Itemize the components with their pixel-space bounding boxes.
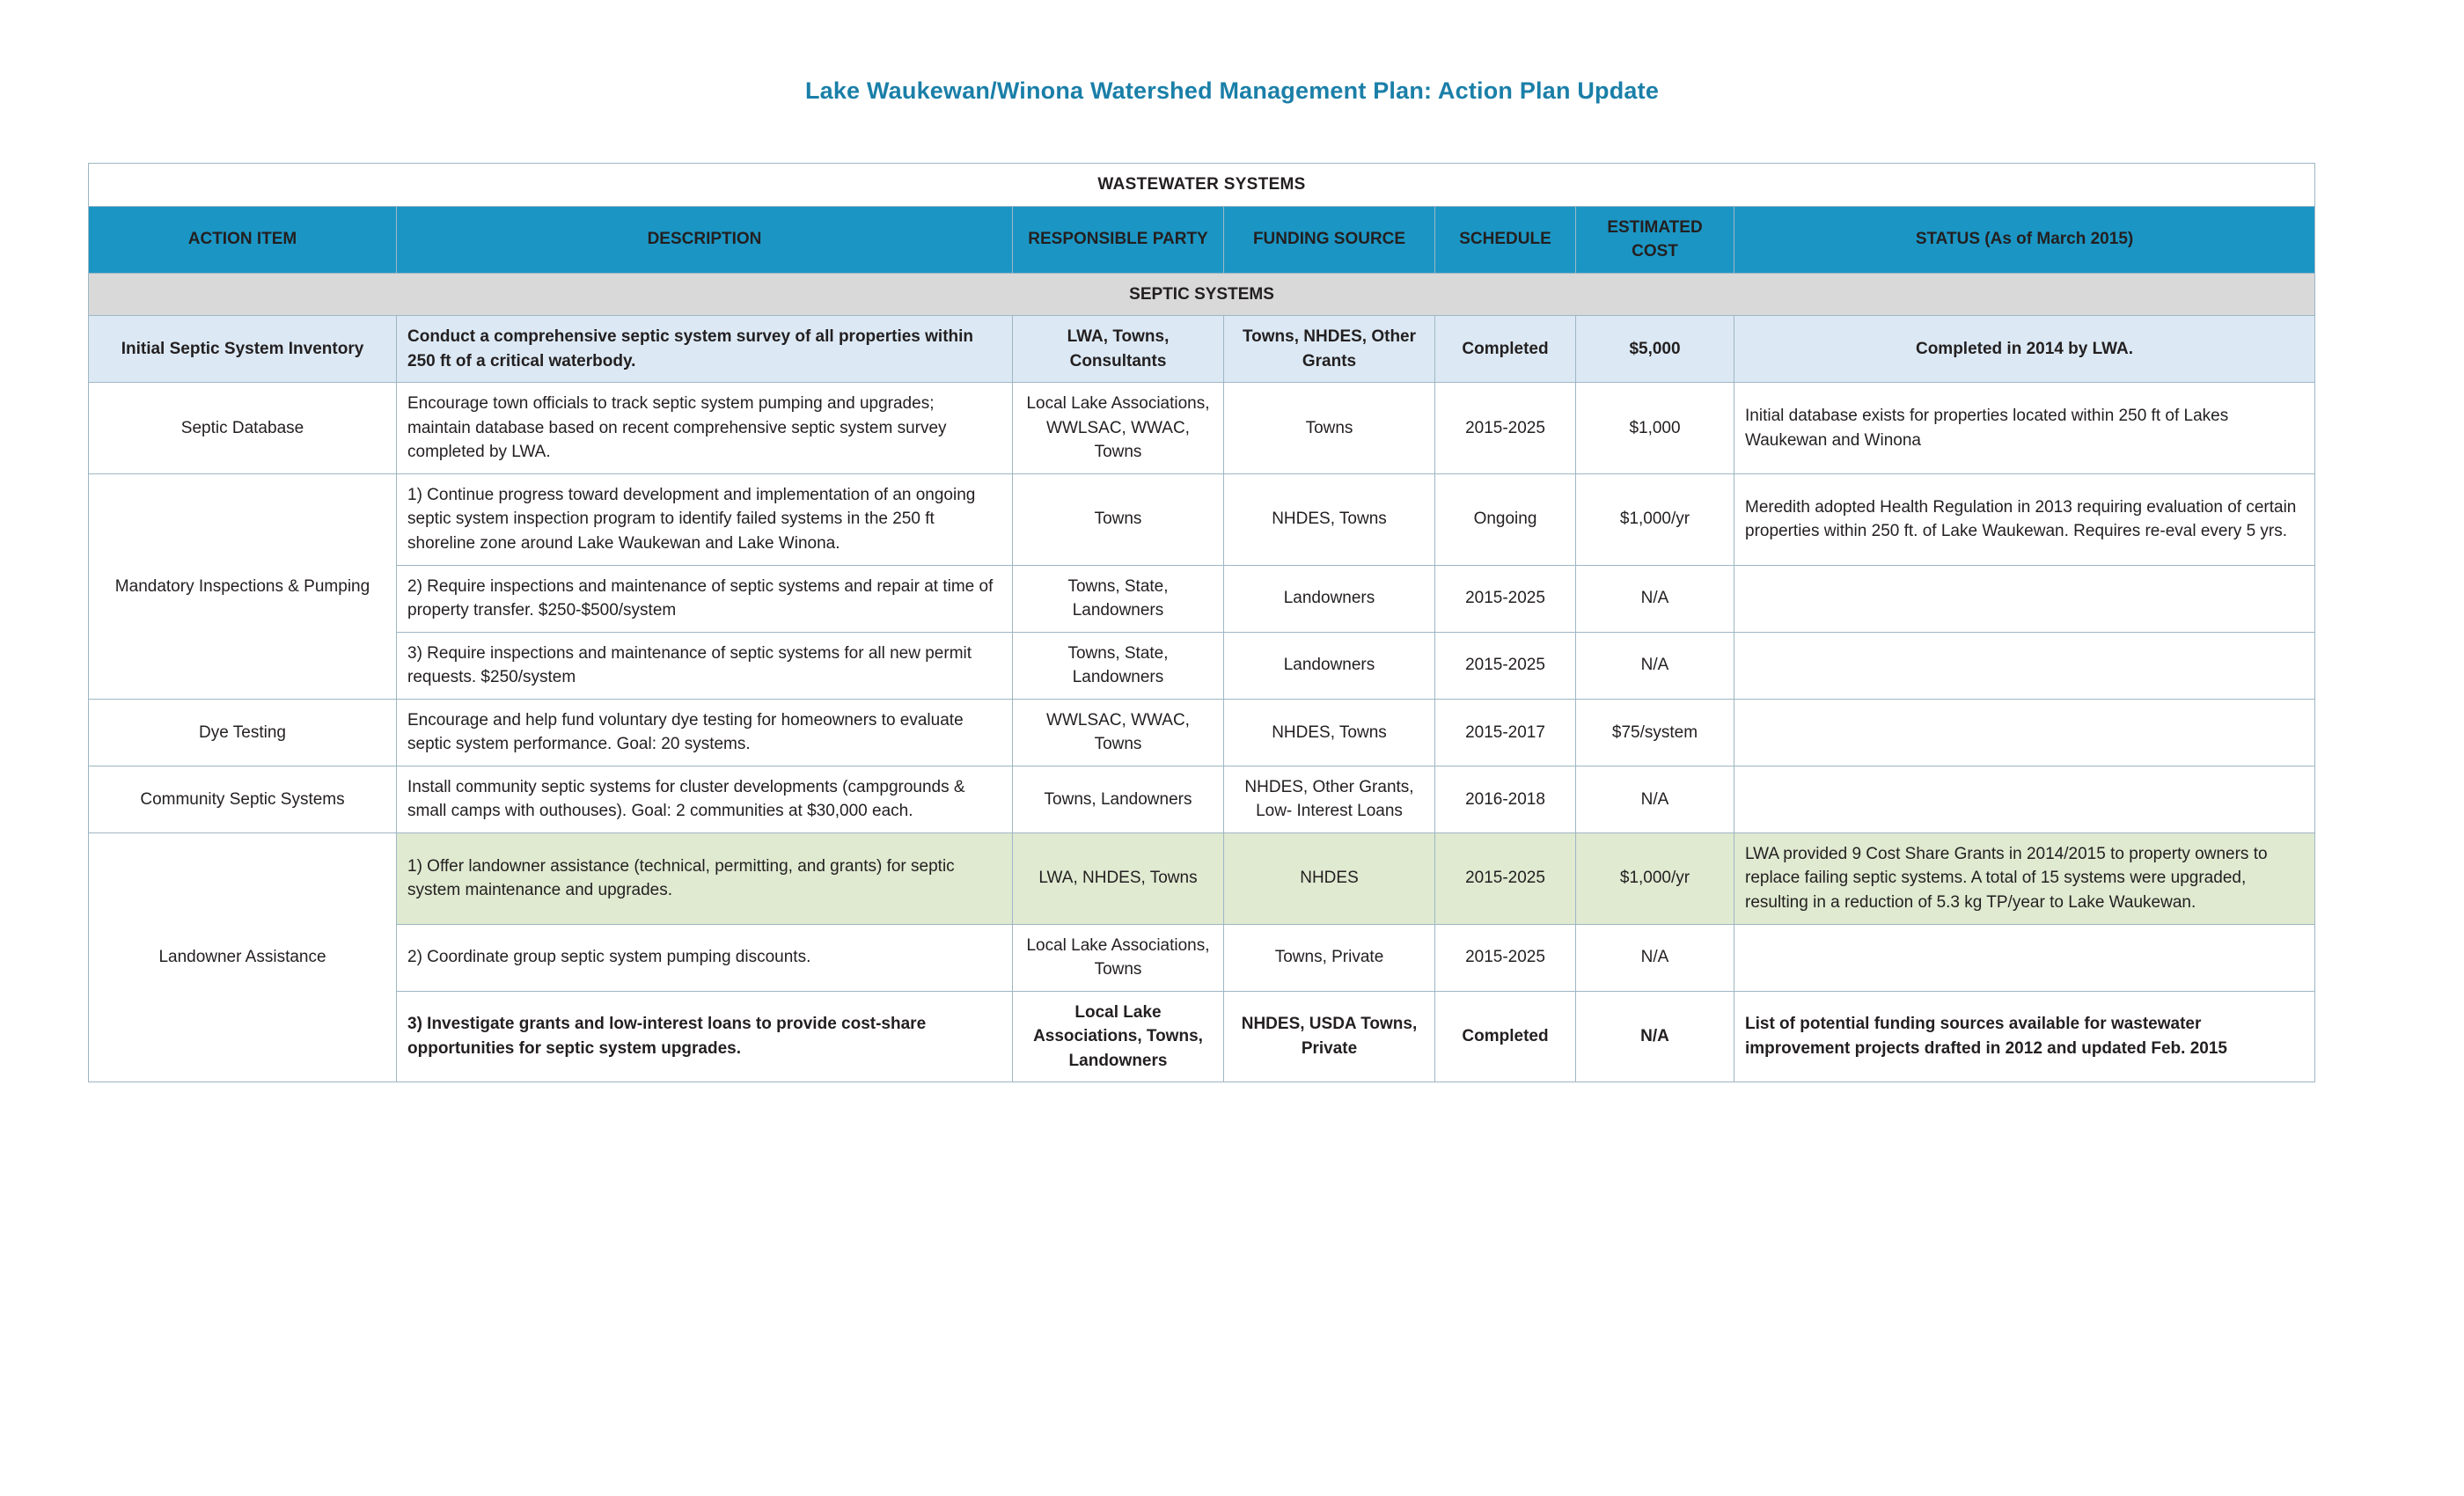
column-header-description: DESCRIPTION bbox=[397, 206, 1013, 273]
cell-estimated-cost: N/A bbox=[1576, 766, 1734, 832]
table-row bbox=[89, 832, 2315, 924]
cell-description: 1) Offer landowner assistance (technical, permitting, and grants) for septic system maintenance and upgrades. bbox=[397, 832, 1013, 924]
cell-responsible-party: LWA, Towns, Consultants bbox=[1013, 316, 1224, 383]
table-row bbox=[89, 991, 2315, 1082]
cell-action-item: Initial Septic System Inventory bbox=[89, 316, 397, 383]
cell-schedule: Ongoing bbox=[1435, 473, 1576, 565]
cell-schedule: 2016-2018 bbox=[1435, 766, 1576, 832]
table-header-row bbox=[89, 206, 2315, 273]
table-row bbox=[89, 473, 2315, 565]
column-header-schedule: SCHEDULE bbox=[1435, 206, 1576, 273]
cell-status: Meredith adopted Health Regulation in 2013 requiring evaluation of certain properties within 250 ft. of Lake Waukewan. Requires re-eval every 5 yrs. bbox=[1734, 473, 2315, 565]
cell-funding-source: NHDES, Towns bbox=[1224, 473, 1435, 565]
cell-description: 1) Continue progress toward development and implementation of an ongoing septic system inspection program to identify failed systems in the 250 ft shoreline zone around Lake Waukewan and Lake Winona. bbox=[397, 473, 1013, 565]
cell-status bbox=[1734, 924, 2315, 991]
page-title: Lake Waukewan/Winona Watershed Management Plan: Action Plan Update bbox=[804, 77, 1660, 104]
cell-action-item: Landowner Assistance bbox=[89, 832, 397, 1082]
table-row bbox=[89, 699, 2315, 766]
cell-funding-source: NHDES, Other Grants, Low- Interest Loans bbox=[1224, 766, 1435, 832]
cell-estimated-cost: $1,000/yr bbox=[1576, 473, 1734, 565]
table-row bbox=[89, 316, 2315, 383]
cell-funding-source: Landowners bbox=[1224, 632, 1435, 699]
cell-responsible-party: Local Lake Associations, Towns, Landowners bbox=[1013, 991, 1224, 1082]
cell-estimated-cost: $1,000 bbox=[1576, 383, 1734, 474]
column-header-action-item: ACTION ITEM bbox=[89, 206, 397, 273]
table-row bbox=[89, 632, 2315, 699]
cell-description: Install community septic systems for cluster developments (campgrounds & small camps with outhouses). Goal: 2 communities at $30,000 each. bbox=[397, 766, 1013, 832]
cell-estimated-cost: $75/system bbox=[1576, 699, 1734, 766]
cell-funding-source: NHDES bbox=[1224, 832, 1435, 924]
cell-action-item: Community Septic Systems bbox=[89, 766, 397, 832]
action-plan-table bbox=[88, 163, 2315, 1082]
cell-schedule: 2015-2025 bbox=[1435, 832, 1576, 924]
cell-responsible-party: LWA, NHDES, Towns bbox=[1013, 832, 1224, 924]
cell-description: 3) Investigate grants and low-interest loans to provide cost-share opportunities for septic system upgrades. bbox=[397, 991, 1013, 1082]
cell-schedule: 2015-2025 bbox=[1435, 632, 1576, 699]
cell-funding-source: Towns, Private bbox=[1224, 924, 1435, 991]
cell-estimated-cost: N/A bbox=[1576, 632, 1734, 699]
cell-schedule: Completed bbox=[1435, 316, 1576, 383]
cell-description: Conduct a comprehensive septic system survey of all properties within 250 ft of a critical waterbody. bbox=[397, 316, 1013, 383]
cell-responsible-party: Local Lake Associations, Towns bbox=[1013, 924, 1224, 991]
table-row bbox=[89, 565, 2315, 632]
column-header-status: STATUS (As of March 2015) bbox=[1734, 206, 2315, 273]
section-heading-row bbox=[89, 273, 2315, 316]
cell-schedule: Completed bbox=[1435, 991, 1576, 1082]
cell-schedule: 2015-2025 bbox=[1435, 565, 1576, 632]
column-header-responsible-party: RESPONSIBLE PARTY bbox=[1013, 206, 1224, 273]
cell-responsible-party: Towns bbox=[1013, 473, 1224, 565]
cell-action-item: Dye Testing bbox=[89, 699, 397, 766]
cell-status: Completed in 2014 by LWA. bbox=[1734, 316, 2315, 383]
cell-funding-source: Towns bbox=[1224, 383, 1435, 474]
cell-status: Initial database exists for properties located within 250 ft of Lakes Waukewan and Winona bbox=[1734, 383, 2315, 474]
cell-estimated-cost: N/A bbox=[1576, 924, 1734, 991]
column-header-funding-source: FUNDING SOURCE bbox=[1224, 206, 1435, 273]
cell-schedule: 2015-2017 bbox=[1435, 699, 1576, 766]
cell-funding-source: Landowners bbox=[1224, 565, 1435, 632]
cell-funding-source: NHDES, Towns bbox=[1224, 699, 1435, 766]
cell-action-item: Septic Database bbox=[89, 383, 397, 474]
cell-status: LWA provided 9 Cost Share Grants in 2014/2015 to property owners to replace failing septic systems. A total of 15 systems were upgraded, resulting in a reduction of 5.3 kg TP/year to Lake Waukewan. bbox=[1734, 832, 2315, 924]
cell-description: 2) Coordinate group septic system pumping discounts. bbox=[397, 924, 1013, 991]
cell-action-item: Mandatory Inspections & Pumping bbox=[89, 473, 397, 699]
cell-schedule: 2015-2025 bbox=[1435, 924, 1576, 991]
cell-responsible-party: Towns, State, Landowners bbox=[1013, 632, 1224, 699]
action-plan-table-container bbox=[88, 163, 2314, 1082]
cell-description: Encourage town officials to track septic system pumping and upgrades; maintain database based on recent comprehensive septic system survey completed by LWA. bbox=[397, 383, 1013, 474]
column-header-estimated-cost: ESTIMATED COST bbox=[1576, 206, 1734, 273]
cell-estimated-cost: $5,000 bbox=[1576, 316, 1734, 383]
cell-description: 2) Require inspections and maintenance of septic systems and repair at time of property transfer. $250-$500/system bbox=[397, 565, 1013, 632]
cell-responsible-party: Towns, Landowners bbox=[1013, 766, 1224, 832]
cell-status bbox=[1734, 565, 2315, 632]
cell-funding-source: NHDES, USDA Towns, Private bbox=[1224, 991, 1435, 1082]
banner-label: WASTEWATER SYSTEMS bbox=[89, 164, 2315, 207]
cell-description: Encourage and help fund voluntary dye testing for homeowners to evaluate septic system performance. Goal: 20 systems. bbox=[397, 699, 1013, 766]
cell-responsible-party: Local Lake Associations, WWLSAC, WWAC, Towns bbox=[1013, 383, 1224, 474]
cell-schedule: 2015-2025 bbox=[1435, 383, 1576, 474]
cell-status bbox=[1734, 766, 2315, 832]
cell-responsible-party: Towns, State, Landowners bbox=[1013, 565, 1224, 632]
table-row bbox=[89, 766, 2315, 832]
cell-estimated-cost: N/A bbox=[1576, 991, 1734, 1082]
cell-responsible-party: WWLSAC, WWAC, Towns bbox=[1013, 699, 1224, 766]
cell-funding-source: Towns, NHDES, Other Grants bbox=[1224, 316, 1435, 383]
cell-estimated-cost: $1,000/yr bbox=[1576, 832, 1734, 924]
table-banner-row bbox=[89, 164, 2315, 207]
section-heading-label: SEPTIC SYSTEMS bbox=[89, 273, 2315, 316]
cell-status: List of potential funding sources available for wastewater improvement projects drafted in 2012 and updated Feb. 2015 bbox=[1734, 991, 2315, 1082]
cell-estimated-cost: N/A bbox=[1576, 565, 1734, 632]
cell-status bbox=[1734, 632, 2315, 699]
cell-status bbox=[1734, 699, 2315, 766]
table-row bbox=[89, 924, 2315, 991]
cell-description: 3) Require inspections and maintenance of septic systems for all new permit requests. $250/system bbox=[397, 632, 1013, 699]
table-row bbox=[89, 383, 2315, 474]
